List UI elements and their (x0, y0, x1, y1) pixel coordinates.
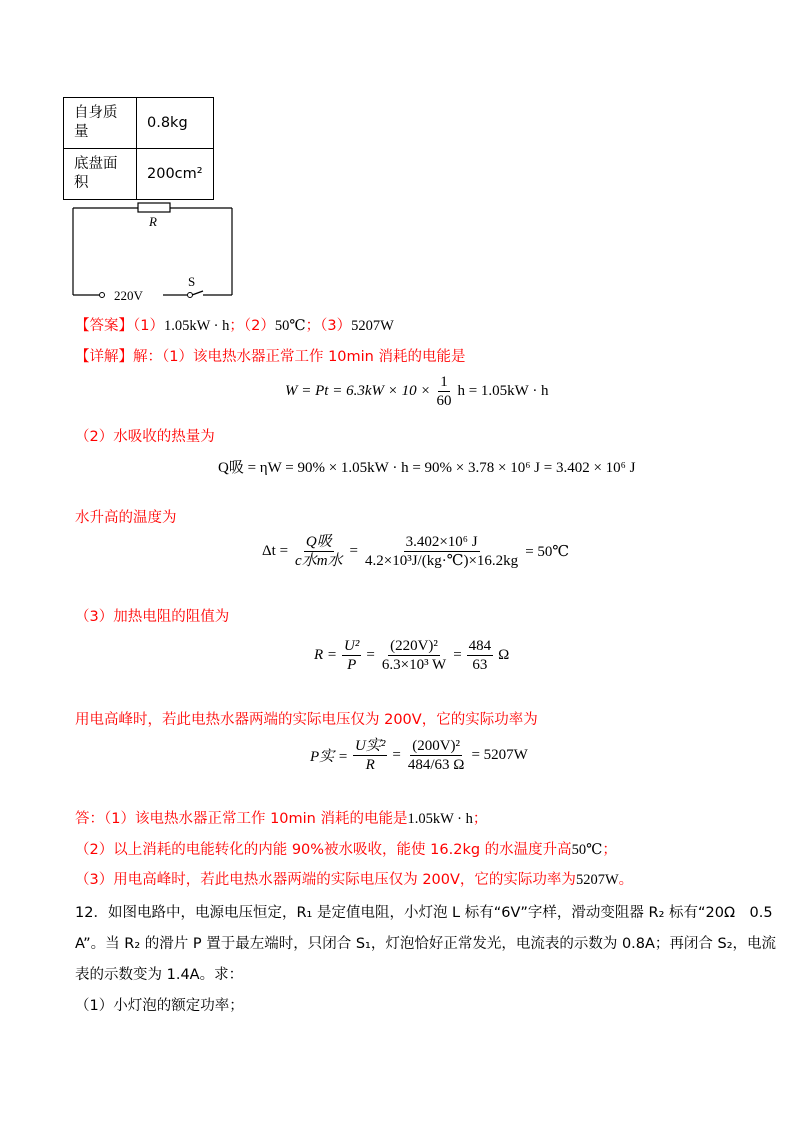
eq4-num1: U² (344, 638, 360, 654)
terminal-icon (188, 293, 193, 298)
eq5-right: = 5207W (471, 747, 528, 763)
summary-text-1: 答：（1）该电热水器正常工作 10min 消耗的电能是 (75, 811, 408, 827)
eq5-num2: (200V)² (412, 738, 461, 754)
eq5-num1: U实² (355, 738, 386, 754)
eq4-num3: 484 (468, 638, 492, 654)
table-row (64, 98, 214, 149)
table-cell-key: 底盘面积 (64, 149, 137, 200)
summary-end-1: ； (472, 811, 488, 827)
eq3-left: Δt = (262, 543, 289, 559)
table-cell-value: 0.8kg (137, 98, 214, 149)
detail-line-5: 用电高峰时，若此电热水器两端的实际电压仅为 200V，它的实际功率为 (75, 712, 538, 728)
eq4-left: R = (314, 647, 338, 663)
eq3-num1: Q吸 (305, 534, 332, 550)
eq3-num2: 3.402×10⁶ J (405, 534, 478, 550)
summary-value-1: 1.05kW · h (407, 811, 473, 827)
problem-12-question-1: （1）小灯泡的额定功率； (75, 998, 244, 1014)
eq3-fraction-1 (293, 533, 345, 570)
eq3-fraction-2 (363, 533, 520, 570)
spec-table (63, 97, 214, 200)
detail-line-1 (75, 347, 466, 367)
answer-part3-label: ；（3） (305, 318, 352, 334)
answer-line (75, 316, 394, 336)
summary-end-2: ； (602, 842, 617, 858)
terminal-icon (100, 293, 105, 298)
eq4-den2: 6.3×10³ W (381, 657, 447, 673)
eq4-fraction-3 (467, 637, 494, 674)
eq5-left: P实 = (310, 749, 349, 765)
detail-tag: 【详解】 (75, 349, 133, 365)
equation-3: Δt = $\frac{\text{Q吸}}{\text{c水m水}}$ = $\frac{\text{3.402×10⁶ J}}{\text{4.2×10³J/(kg·℃)×16.2kg}}$ = 50℃ (262, 534, 570, 569)
eq5-den2: 484/63 Ω (407, 757, 465, 773)
eq5-fraction-2 (406, 737, 467, 774)
answer-value-2: 50℃ (274, 318, 306, 334)
summary-end-3: 。 (618, 872, 634, 888)
answer-part2-label: ；（2） (229, 318, 275, 334)
problem-12-line-1: 12．如图电路中，电源电压恒定，R₁ 是定值电阻，小灯泡 L 标有“6V”字样，滑动变阻器 R₂ 标有“20Ω 0.5 (75, 905, 773, 921)
equation-4: R = $\frac{\text{U²}}{P}$ = $\frac{\text{(220V)²}}{\text{6.3×10³ W}}$ = $\frac{484}{63}$ Ω (314, 638, 510, 673)
summary-text-3: （3）用电高峰时，若此电热水器两端的实际电压仅为 200V，它的实际功率为 (75, 872, 576, 888)
resistor-icon (138, 203, 170, 212)
summary-text-2: （2）以上消耗的电能转化的内能 90%被水吸收，能使 16.2kg 的水温度升高 (75, 842, 572, 858)
eq1-right: h = 1.05kW · h (457, 383, 549, 399)
switch-icon (192, 291, 203, 295)
table-cell-key: 自身质量 (64, 98, 137, 149)
eq4-fraction-1 (342, 637, 361, 674)
equation-1 (285, 373, 549, 410)
detail-line-2: （2）水吸收的热量为 (75, 429, 215, 445)
detail-line-4: （3）加热电阻的阻值为 (75, 609, 230, 625)
problem-12-line-3: 表的示数变为 1.4A。求： (75, 967, 244, 983)
detail-line-3: 水升高的温度为 (75, 510, 177, 526)
table-cell-value: 200cm² (137, 149, 214, 200)
answer-tag: 【答案】 (75, 318, 133, 334)
summary-value-3: 5207W (575, 872, 619, 888)
voltage-label: 220V (114, 288, 143, 303)
circuit-diagram (60, 196, 250, 306)
answer-value-3: 5207W (351, 318, 394, 334)
summary-value-2: 50℃ (571, 842, 603, 858)
answer-part1-label: （1） (133, 318, 164, 334)
eq4-den3: 63 (472, 657, 488, 673)
table-row (64, 149, 214, 200)
summary-line-2 (75, 840, 617, 860)
eq4-num2: (220V)² (390, 638, 438, 654)
eq5-fraction-1 (353, 737, 387, 774)
eq1-left: W = Pt = 6.3kW × 10 × (285, 383, 431, 399)
eq3-right: = 50℃ (525, 544, 570, 560)
eq1-den: 60 (436, 393, 452, 409)
resistor-label: R (149, 214, 157, 229)
equation-5: P实 = $\frac{\text{U实²}}{R}$ = $\frac{\text{(200V)²}}{484/63 \Omega}$ = 5207W (310, 738, 528, 773)
summary-line-3 (75, 870, 633, 890)
switch-label: S (188, 274, 196, 289)
problem-12-line-2: A”。当 R₂ 的滑片 P 置于最左端时，只闭合 S₁，灯泡恰好正常发光，电流表的示数为 0.8A；再闭合 S₂，电流 (75, 936, 777, 952)
eq1-fraction (434, 373, 453, 410)
detail-text-1: 解：（1）该电热水器正常工作 10min 消耗的电能是 (133, 349, 466, 365)
eq4-right: Ω (498, 647, 510, 663)
eq4-fraction-2 (380, 637, 448, 674)
eq1-num: 1 (440, 374, 448, 390)
summary-line-1 (75, 809, 487, 829)
eq5-den1: R (365, 757, 375, 773)
eq3-den2: 4.2×10³J/(kg·℃)×16.2kg (365, 553, 519, 569)
eq3-den1: c水m水 (295, 553, 343, 569)
eq4-den1: P (347, 657, 357, 673)
answer-value-1: 1.05kW · h (163, 318, 230, 334)
equation-2: Q吸 = ηW = 90% × 1.05kW · h = 90% × 3.78 × 10⁶ J = 3.402 × 10⁶ J (218, 460, 636, 476)
